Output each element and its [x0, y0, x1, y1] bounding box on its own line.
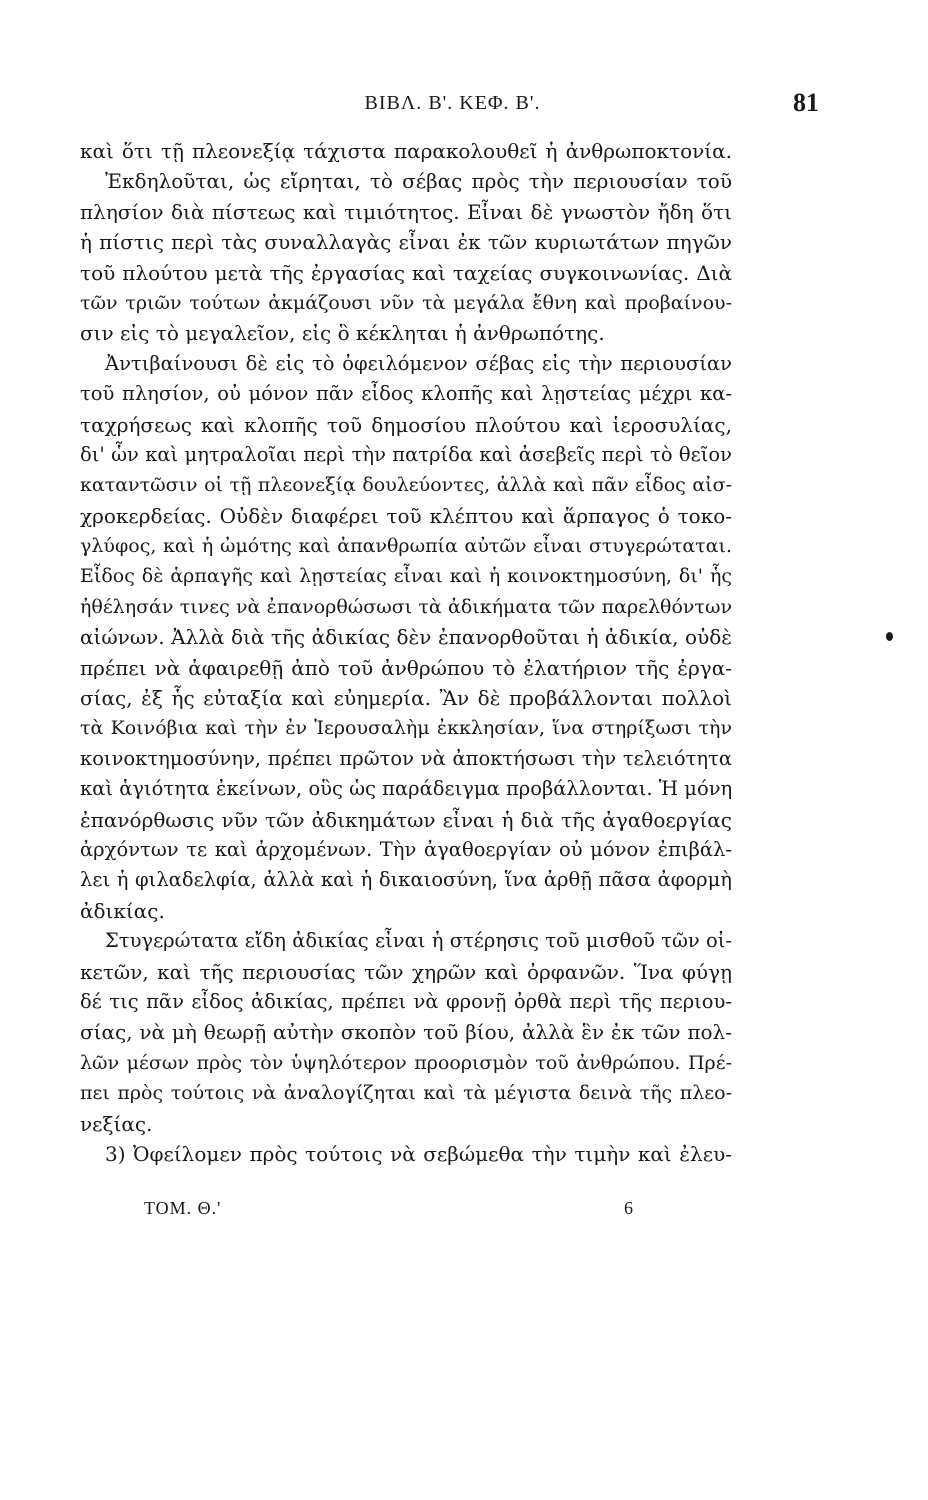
text-line: τοῦ πλούτου μετὰ τῆς ἐργασίας καὶ ταχείας συγκοινωνίας. Διὰ	[80, 260, 732, 285]
text-line: κοινοκτημοσύνην, πρέπει πρῶτον νὰ ἀποκτήσωσι τὴν τελειότητα	[80, 746, 732, 770]
text-line: λει ἡ φιλαδελφία, ἀλλὰ καὶ ἡ δικαιοσύνη, ἵνα ἀρθῇ πᾶσα ἀφορμὴ	[80, 868, 732, 892]
text-line: ταχρήσεως καὶ κλοπῆς τοῦ δημοσίου πλούτου καὶ ἱεροσυλίας,	[80, 412, 732, 437]
text-line: χροκερδείας. Οὐδὲν διαφέρει τοῦ κλέπτου καὶ ἅρπαγος ὁ τοκο-	[80, 503, 732, 528]
text-line: σίας, νὰ μὴ θεωρῇ αὐτὴν σκοπὸν τοῦ βίου, ἀλλὰ ἓν ἐκ τῶν πολ-	[80, 1020, 732, 1045]
text-line: δέ τις πᾶν εἶδος ἀδικίας, πρέπει νὰ φρονῇ ὀρθὰ περὶ τῆς περιου-	[80, 989, 732, 1013]
text-line: Εἶδος δὲ ἁρπαγῆς καὶ λῃστείας εἶναι καὶ ἡ κοινοκτημοσύνη, δι' ἧς	[80, 565, 732, 588]
text-line: Ἐκδηλοῦται, ὡς εἴρηται, τὸ σέβας πρὸς τὴν περιουσίαν τοῦ	[105, 169, 732, 194]
text-line: ἡ πίστις περὶ τὰς συναλλαγὰς εἶναι ἐκ τῶν κυριωτάτων πηγῶν	[80, 230, 732, 255]
text-line: λῶν μέσων πρὸς τὸν ὑψηλότερον προορισμὸν τοῦ ἀνθρώπου. Πρέ-	[80, 1051, 732, 1074]
running-head: ΒΙΒΛ. Β'. ΚΕΦ. Β'.	[364, 92, 541, 114]
text-line: πλησίον διὰ πίστεως καὶ τιμιότητος. Εἶναι δὲ γνωστὸν ἤδη ὅτι	[80, 199, 732, 224]
text-line: πρέπει νὰ ἀφαιρεθῇ ἀπὸ τοῦ ἀνθρώπου τὸ ἐλατήριον τῆς ἐργα-	[80, 655, 732, 680]
text-line: καὶ ἁγιότητα ἐκείνων, οὓς ὡς παράδειγμα προβάλλονται. Ἡ μόνη	[80, 777, 733, 801]
text-line: Στυγερώτατα εἴδη ἀδικίας εἶναι ἡ στέρησις τοῦ μισθοῦ τῶν οἰ-	[105, 929, 732, 953]
text-line: πει πρὸς τούτοις νὰ ἀναλογίζηται καὶ τὰ μέγιστα δεινὰ τῆς πλεο-	[80, 1082, 732, 1105]
text-line: αἰώνων. Ἀλλὰ διὰ τῆς ἀδικίας δὲν ἐπανορθοῦται ἡ ἀδικία, οὐδὲ	[80, 625, 732, 650]
text-line: τὰ Κοινόβια καὶ τὴν ἐν Ἱερουσαλὴμ ἐκκλησίαν, ἵνα στηρίξωσι τὴν	[80, 717, 732, 740]
ink-spot	[886, 632, 893, 641]
gathering-mark: 6	[624, 1198, 633, 1218]
page-footer	[80, 1198, 732, 1228]
page-header	[80, 88, 825, 126]
text-line: νεξίας.	[80, 1111, 153, 1136]
text-line: καὶ ὅτι τῇ πλεονεξίᾳ τάχιστα παρακολουθεῖ ἡ ἀνθρωποκτονία.	[80, 139, 732, 163]
text-line: σίας, ἐξ ἧς εὐταξία καὶ εὐημερία. Ἂν δὲ προβάλλονται πολλοὶ	[80, 686, 732, 711]
text-line: 3) Ὀφείλομεν πρὸς τούτοις νὰ σεβώμεθα τὴν τιμὴν καὶ ἐλευ-	[105, 1141, 732, 1166]
page-number: 81	[793, 88, 819, 117]
text-line: σιν εἰς τὸ μεγαλεῖον, εἰς ὃ κέκληται ἡ ἀνθρωπότης.	[80, 321, 605, 346]
text-line: ἠθέλησάν τινες νὰ ἐπανορθώσωσι τὰ ἀδικήματα τῶν παρελθόντων	[80, 595, 732, 618]
text-line: τῶν τριῶν τούτων ἀκμάζουσι νῦν τὰ μεγάλα ἔθνη καὶ προβαίνου-	[80, 291, 732, 314]
text-line: καταντῶσιν οἱ τῇ πλεονεξίᾳ δουλεύοντες, ἀλλὰ καὶ πᾶν εἶδος αἰσ-	[80, 474, 732, 497]
text-line: τοῦ πλησίον, οὐ μόνον πᾶν εἶδος κλοπῆς καὶ λῃστείας μέχρι κα-	[80, 382, 732, 406]
text-line: δι' ὧν καὶ μητραλοῖαι περὶ τὴν πατρίδα καὶ ἀσεβεῖς περὶ τὸ θεῖον	[80, 442, 732, 466]
body-text	[80, 136, 732, 1169]
text-line: ἐπανόρθωσις νῦν τῶν ἀδικημάτων εἶναι ἡ διὰ τῆς ἀγαθοεργίας	[80, 807, 732, 832]
volume-signature: ΤΟΜ. Θ.'	[144, 1198, 222, 1218]
text-line: ἀδικίας.	[80, 898, 165, 923]
text-line: γλύφος, καὶ ἡ ὠμότης καὶ ἀπανθρωπία αὐτῶν εἶναι στυγερώταται.	[80, 535, 732, 558]
text-line: Ἀντιβαίνουσι δὲ εἰς τὸ ὀφειλόμενον σέβας εἰς τὴν περιουσίαν	[105, 351, 732, 375]
text-line: ἀρχόντων τε καὶ ἀρχομένων. Τὴν ἀγαθοεργίαν οὐ μόνον ἐπιβάλ-	[80, 837, 732, 861]
text-line: κετῶν, καὶ τῆς περιουσίας τῶν χηρῶν καὶ ὀρφανῶν. Ἵνα φύγῃ	[80, 959, 732, 984]
